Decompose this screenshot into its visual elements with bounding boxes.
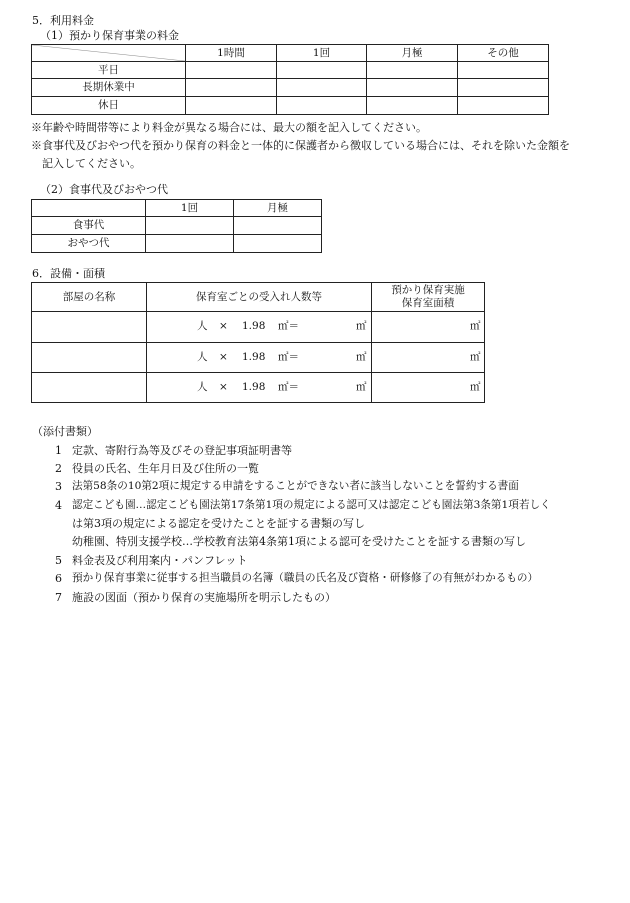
attachment-text: 認定こども園…認定こども園法第17条第1項の規定による認可又は認定こども園法第3条第1項若しく bbox=[72, 499, 551, 511]
attachment-text: 幼稚園、特別支援学校…学校教育法第4条第1項による認可を受けたことを証する書類の写し bbox=[72, 535, 526, 548]
fee-cell[interactable] bbox=[367, 79, 458, 97]
area-cell[interactable] bbox=[372, 312, 485, 343]
fee-row-label: 平日 bbox=[32, 62, 186, 79]
area-header-line1: 預かり保育実施 bbox=[391, 284, 465, 296]
meal-col-header: 1回 bbox=[146, 200, 234, 217]
attachments-heading: （添付書類） bbox=[32, 425, 98, 438]
fee-cell[interactable] bbox=[458, 79, 549, 97]
attachment-number: 5 bbox=[55, 554, 62, 567]
fee-col-header: 1回 bbox=[277, 45, 367, 62]
person-unit: 人 bbox=[197, 381, 208, 393]
sqm-unit: ㎡ bbox=[356, 320, 367, 332]
capacity-cell[interactable] bbox=[147, 343, 372, 373]
capacity-cell[interactable] bbox=[147, 312, 372, 343]
attachment-number: 4 bbox=[55, 499, 62, 512]
times-sign: × bbox=[219, 320, 228, 332]
capacity-cell[interactable] bbox=[147, 373, 372, 403]
facility-table bbox=[31, 282, 485, 403]
attachment-number: 7 bbox=[55, 591, 62, 604]
fee-cell[interactable] bbox=[277, 97, 367, 115]
fee-table-corner bbox=[32, 45, 186, 62]
fee-row-label: 休日 bbox=[32, 97, 186, 115]
person-unit: 人 bbox=[197, 320, 208, 332]
attachment-text: 法第58条の10第2項に規定する申請をすることができない者に該当しないことを誓約する書面 bbox=[72, 480, 519, 492]
fee-cell[interactable] bbox=[277, 79, 367, 97]
room-name-cell[interactable] bbox=[32, 343, 147, 373]
sqm-unit: ㎡ bbox=[470, 351, 481, 363]
factor-value: 1.98 bbox=[242, 381, 266, 393]
meal-cell[interactable] bbox=[146, 217, 234, 235]
fee-cell[interactable] bbox=[186, 79, 277, 97]
factor-value: 1.98 bbox=[242, 351, 266, 363]
fee-cell[interactable] bbox=[367, 97, 458, 115]
attachment-text: 料金表及び利用案内・パンフレット bbox=[72, 554, 248, 567]
fee-col-header: その他 bbox=[458, 45, 549, 62]
meal-table bbox=[31, 199, 322, 253]
sqm-unit: ㎡ bbox=[470, 381, 481, 393]
meal-cell[interactable] bbox=[234, 217, 322, 235]
fee-cell[interactable] bbox=[458, 97, 549, 115]
attachment-text: 定款、寄附行為等及びその登記事項証明書等 bbox=[72, 444, 292, 457]
capacity-header: 保育室ごとの受入れ人数等 bbox=[147, 283, 372, 312]
fee-row-label: 長期休業中 bbox=[32, 79, 186, 97]
attachment-number: 1 bbox=[55, 444, 62, 457]
sqm-eq: ㎡＝ bbox=[278, 320, 299, 332]
room-name-header: 部屋の名称 bbox=[32, 283, 147, 312]
meal-col-header: 月極 bbox=[234, 200, 322, 217]
attachment-number: 2 bbox=[55, 462, 62, 475]
area-header bbox=[372, 283, 485, 312]
meal-cell[interactable] bbox=[146, 235, 234, 253]
room-name-cell[interactable] bbox=[32, 312, 147, 343]
fee-note: ※年齢や時間帯等により料金が異なる場合には、最大の額を記入してください。 bbox=[31, 121, 427, 134]
sqm-eq: ㎡＝ bbox=[278, 381, 299, 393]
fee-table bbox=[31, 44, 549, 115]
attachment-text: 役員の氏名、生年月日及び住所の一覧 bbox=[72, 462, 259, 475]
fee-note: ※食事代及びおやつ代を預かり保育の料金と一体的に保護者から徴収している場合には、それを除いた金額を bbox=[31, 139, 570, 152]
meal-row-label: 食事代 bbox=[32, 217, 146, 235]
meal-table-corner bbox=[32, 200, 146, 217]
times-sign: × bbox=[219, 381, 228, 393]
area-header-line2: 保育室面積 bbox=[401, 297, 455, 309]
fee-cell[interactable] bbox=[186, 97, 277, 115]
attachment-number: 3 bbox=[55, 480, 62, 493]
fee-col-header: 月極 bbox=[367, 45, 458, 62]
fee-note: 記入してください。 bbox=[42, 157, 141, 170]
meal-row-label: おやつ代 bbox=[32, 235, 146, 253]
attachment-text: 施設の図面（預かり保育の実施場所を明示したもの） bbox=[72, 591, 336, 604]
fee-cell[interactable] bbox=[186, 62, 277, 79]
attachment-text: 預かり保育事業に従事する担当職員の名簿（職員の氏名及び資格・研修修了の有無がわかるもの） bbox=[72, 572, 539, 584]
meal-cell[interactable] bbox=[234, 235, 322, 253]
section5-heading: 5．利用料金 bbox=[32, 14, 94, 27]
factor-value: 1.98 bbox=[242, 320, 266, 332]
person-unit: 人 bbox=[197, 351, 208, 363]
sqm-unit: ㎡ bbox=[356, 381, 367, 393]
section6-heading: 6．設備・面積 bbox=[32, 267, 105, 280]
attachment-text: は第3項の規定による認定を受けたことを証する書類の写し bbox=[72, 517, 365, 530]
room-name-cell[interactable] bbox=[32, 373, 147, 403]
sqm-unit: ㎡ bbox=[470, 320, 481, 332]
meal-table-heading: （2）食事代及びおやつ代 bbox=[40, 183, 168, 196]
fee-cell[interactable] bbox=[277, 62, 367, 79]
fee-table-heading: （1）預かり保育事業の料金 bbox=[40, 29, 179, 42]
fee-cell[interactable] bbox=[367, 62, 458, 79]
fee-col-header: 1時間 bbox=[186, 45, 277, 62]
area-cell[interactable] bbox=[372, 343, 485, 373]
sqm-eq: ㎡＝ bbox=[278, 351, 299, 363]
times-sign: × bbox=[219, 351, 228, 363]
area-cell[interactable] bbox=[372, 373, 485, 403]
attachment-number: 6 bbox=[55, 572, 62, 585]
fee-cell[interactable] bbox=[458, 62, 549, 79]
sqm-unit: ㎡ bbox=[356, 351, 367, 363]
